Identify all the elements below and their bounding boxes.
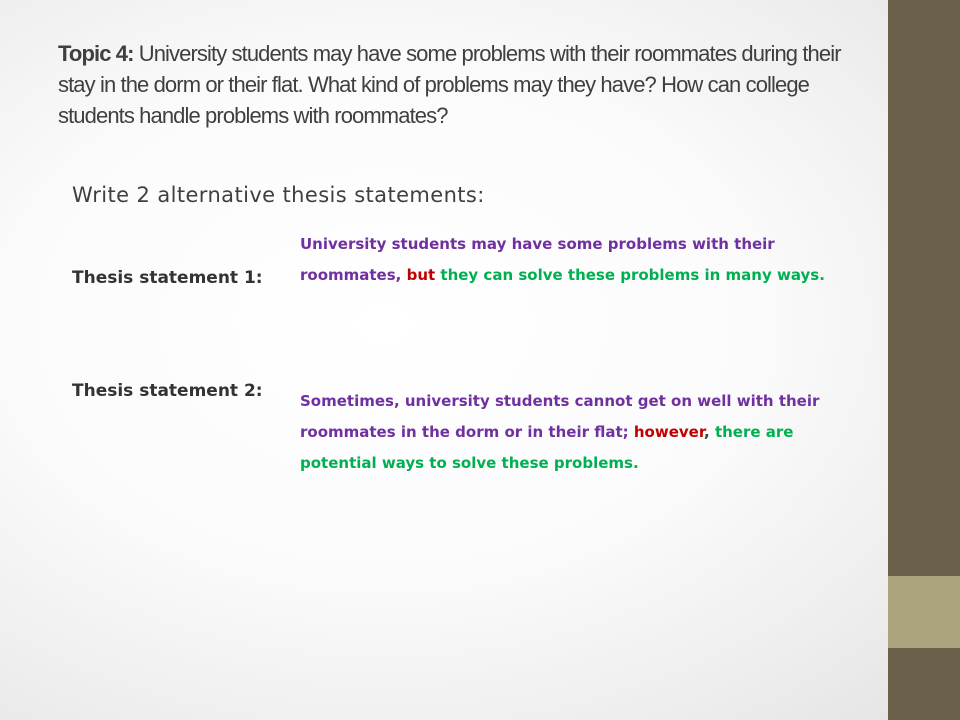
thesis-2-text: [300, 386, 860, 479]
thesis-2-clause-a: Sometimes, university students cannot get on well with their roommates in the dorm or in their flat;: [300, 392, 820, 441]
thesis-2-clause-b: there are potential ways to solve these problems.: [300, 423, 794, 472]
band-accent-block: [888, 576, 960, 648]
thesis-1-clause-a: University students may have some problems with their roommates,: [300, 235, 775, 284]
title-label: Topic 4:: [58, 41, 134, 66]
slide-title: [58, 38, 858, 131]
thesis-1-clause-b: they can solve these problems in many ways.: [435, 266, 825, 284]
right-decorative-band: [888, 0, 960, 720]
thesis-2-label: Thesis statement 2:: [72, 381, 263, 401]
thesis-1-label: Thesis statement 1:: [72, 268, 263, 288]
thesis-1-connector: but: [406, 266, 436, 284]
instruction-subtitle: Write 2 alternative thesis statements:: [72, 183, 485, 207]
title-text: University students may have some problems with their roommates during their stay in the dorm or their flat. What kind of problems may they have? How can college students handle problems with roommates?: [58, 41, 841, 128]
thesis-1-text: [300, 229, 860, 291]
thesis-2-connector: however: [633, 423, 705, 441]
thesis-2-punctuation: ,: [704, 423, 710, 441]
